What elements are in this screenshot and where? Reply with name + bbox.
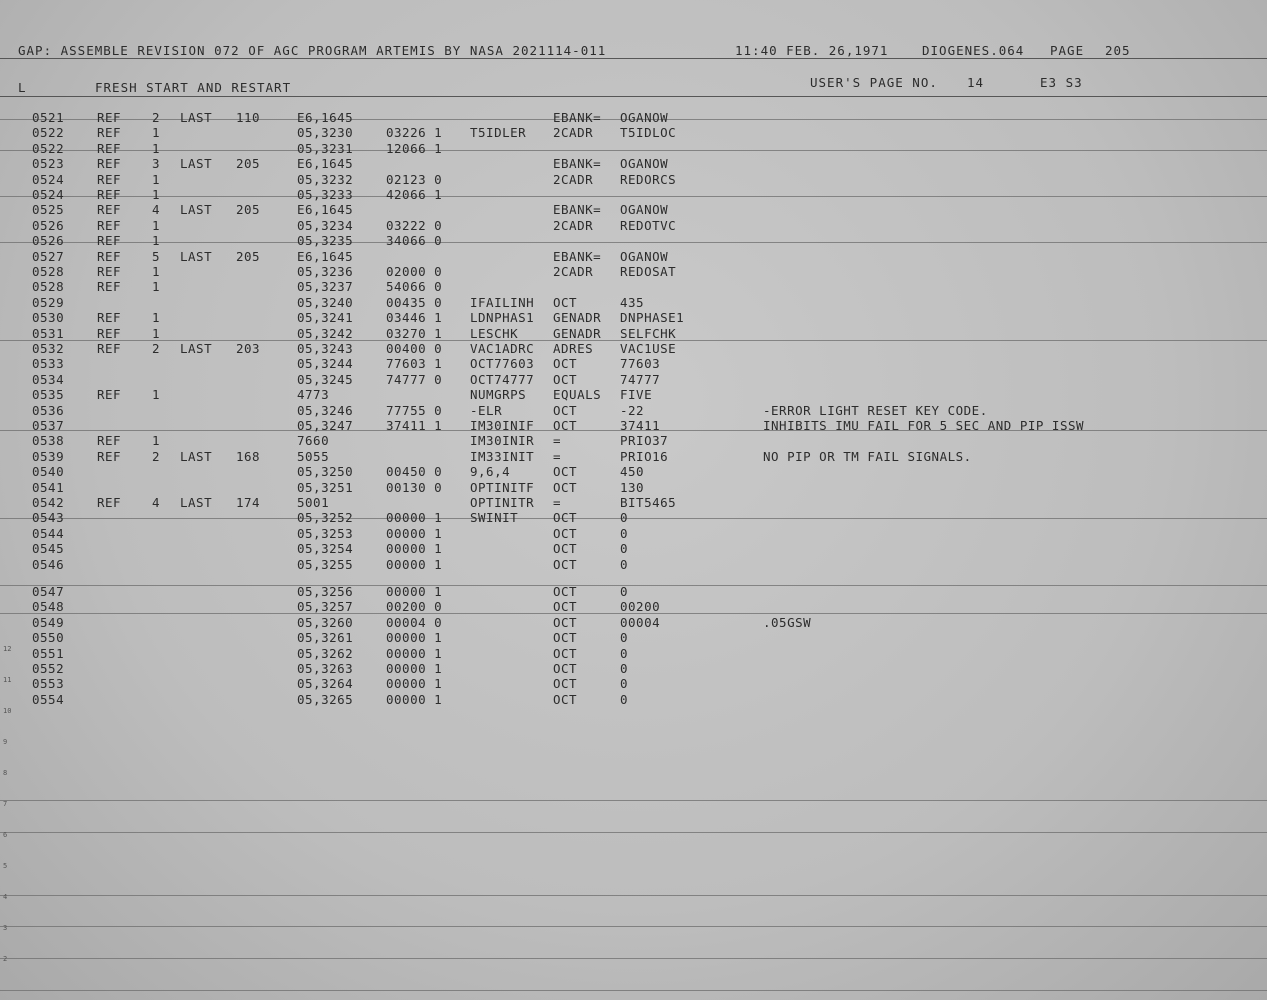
cell-addr: 05,3233	[297, 187, 354, 202]
cell-ln: 0553	[32, 676, 65, 692]
cell-arg: 00200	[620, 599, 661, 615]
cell-word: 00000 1	[386, 584, 443, 599]
cell-op: ADRES	[553, 341, 594, 356]
cell-word: 42066 1	[386, 187, 443, 202]
cell-ref: REF	[97, 495, 122, 510]
cell-addr: 05,3244	[297, 356, 354, 372]
cell-cmt: INHIBITS IMU FAIL FOR 5 SEC AND PIP ISSW	[763, 418, 1085, 433]
cell-op: 2CADR	[553, 125, 594, 141]
cell-word: 00435 0	[386, 294, 443, 310]
cell-addr: 05,3264	[297, 676, 354, 692]
cell-lbl: LDNPHAS1	[470, 310, 535, 326]
cell-addr: 5055	[297, 448, 330, 464]
cell-arg: 00004	[620, 614, 661, 630]
cell-arg: 0	[620, 556, 629, 572]
cell-last: LAST	[180, 202, 213, 218]
cell-ln: 0550	[32, 630, 65, 646]
cell-addr: 05,3265	[297, 691, 354, 707]
paper-rule	[0, 832, 1267, 833]
cell-arg: VAC1USE	[620, 341, 677, 356]
cell-addr: 05,3262	[297, 645, 354, 661]
cell-ln: 0554	[32, 691, 65, 707]
cell-last: LAST	[180, 341, 213, 356]
cell-arg: REDOTVC	[620, 217, 677, 233]
cell-addr: 05,3261	[297, 630, 354, 646]
cell-cnt: 1	[152, 310, 161, 326]
margin-number: 9	[3, 738, 8, 746]
cell-ref: REF	[97, 217, 122, 233]
cell-addr: 05,3245	[297, 371, 354, 387]
cell-word: 74777 0	[386, 371, 443, 387]
cell-addr: 05,3243	[297, 341, 354, 356]
cell-addr: E6,1645	[297, 248, 354, 264]
cell-op: OCT	[553, 356, 578, 372]
cell-op: =	[553, 495, 562, 510]
cell-op: =	[553, 448, 562, 464]
cell-op: OCT	[553, 464, 578, 480]
cell-last: LAST	[180, 156, 213, 172]
cell-ref: REF	[97, 279, 122, 295]
cell-word: 12066 1	[386, 140, 443, 156]
cell-ln: 0538	[32, 433, 65, 449]
cell-ref: REF	[97, 325, 122, 341]
cell-arg: 450	[620, 464, 645, 480]
cell-arg: 0	[620, 645, 629, 661]
cell-word: 37411 1	[386, 418, 443, 433]
cell-word: 00000 1	[386, 645, 443, 661]
cell-arg: 0	[620, 541, 629, 557]
cell-ln: 0532	[32, 341, 65, 356]
cell-arg: 0	[620, 525, 629, 541]
cell-lbl: OCT74777	[470, 371, 535, 387]
cell-last: LAST	[180, 448, 213, 464]
paper-rule	[0, 800, 1267, 801]
cell-addr: 05,3263	[297, 661, 354, 676]
cell-op: EBANK=	[553, 110, 602, 125]
bank-code: E3 S3	[1040, 75, 1083, 90]
cell-cmt: -ERROR LIGHT RESET KEY CODE.	[763, 402, 988, 418]
cell-cnt: 1	[152, 217, 161, 233]
cell-lbl: NUMGRPS	[470, 387, 527, 403]
paper-rule	[0, 242, 1267, 243]
cell-addr: 05,3237	[297, 279, 354, 295]
cell-cnt: 1	[152, 187, 161, 202]
cell-ln: 0528	[32, 279, 65, 295]
margin-number: 5	[3, 862, 8, 870]
listing-type: L	[18, 80, 27, 95]
cell-lbl: T5IDLER	[470, 125, 527, 141]
cell-cmt: NO PIP OR TM FAIL SIGNALS.	[763, 448, 972, 464]
cell-lnum: 168	[236, 448, 261, 464]
cell-op: EBANK=	[553, 248, 602, 264]
cell-ln: 0545	[32, 541, 65, 557]
cell-ln: 0528	[32, 264, 65, 279]
cell-op: OCT	[553, 418, 578, 433]
assembly-title: GAP: ASSEMBLE REVISION 072 OF AGC PROGRAM ARTEMIS BY NASA 2021114-011	[18, 43, 607, 58]
cell-arg: DNPHASE1	[620, 310, 685, 326]
cell-ln: 0530	[32, 310, 65, 326]
cell-ln: 0521	[32, 110, 65, 125]
cell-lnum: 205	[236, 156, 261, 172]
cell-ln: 0546	[32, 556, 65, 572]
cell-cnt: 4	[152, 495, 161, 510]
cell-arg: 77603	[620, 356, 661, 372]
cell-word: 03270 1	[386, 325, 443, 341]
cell-lbl: VAC1ADRC	[470, 341, 535, 356]
cell-op: OCT	[553, 691, 578, 707]
cell-word: 00000 1	[386, 541, 443, 557]
cell-ln: 0533	[32, 356, 65, 372]
cell-addr: 05,3246	[297, 402, 354, 418]
cell-lbl: 9,6,4	[470, 464, 511, 480]
cell-word: 00200 0	[386, 599, 443, 615]
paper-rule	[0, 196, 1267, 197]
cell-word: 00450 0	[386, 464, 443, 480]
cell-addr: 05,3231	[297, 140, 354, 156]
cell-op: EBANK=	[553, 202, 602, 218]
cell-cnt: 2	[152, 110, 161, 125]
cell-ln: 0541	[32, 479, 65, 495]
cell-arg: BIT5465	[620, 495, 677, 510]
cell-op: OCT	[553, 525, 578, 541]
cell-ref: REF	[97, 125, 122, 141]
cell-addr: 05,3260	[297, 614, 354, 630]
cell-arg: T5IDLOC	[620, 125, 677, 141]
paper-rule	[0, 926, 1267, 927]
cell-ref: REF	[97, 187, 122, 202]
cell-arg: OGANOW	[620, 248, 669, 264]
cell-cnt: 1	[152, 125, 161, 141]
cell-addr: 05,3242	[297, 325, 354, 341]
cell-ref: REF	[97, 433, 122, 449]
cell-arg: 37411	[620, 418, 661, 433]
cell-op: 2CADR	[553, 264, 594, 279]
cell-ln: 0536	[32, 402, 65, 418]
cell-op: OCT	[553, 479, 578, 495]
cell-word: 54066 0	[386, 279, 443, 295]
cell-ref: REF	[97, 448, 122, 464]
cell-addr: 05,3253	[297, 525, 354, 541]
paper-rule	[0, 990, 1267, 991]
paper-rule	[0, 518, 1267, 519]
cell-cnt: 4	[152, 202, 161, 218]
cell-lbl: -ELR	[470, 402, 503, 418]
cell-addr: E6,1645	[297, 202, 354, 218]
cell-ln: 0540	[32, 464, 65, 480]
paper-rule	[0, 96, 1267, 97]
cell-ln: 0534	[32, 371, 65, 387]
cell-arg: 0	[620, 661, 629, 676]
cell-lbl: IM30INIF	[470, 418, 535, 433]
cell-cnt: 1	[152, 433, 161, 449]
cell-ln: 0524	[32, 171, 65, 187]
cell-op: OCT	[553, 541, 578, 557]
cell-cnt: 1	[152, 279, 161, 295]
cell-arg: PRIO37	[620, 433, 669, 449]
cell-op: =	[553, 433, 562, 449]
cell-ref: REF	[97, 310, 122, 326]
cell-lnum: 174	[236, 495, 261, 510]
cell-op: GENADR	[553, 310, 602, 326]
cell-word: 00000 1	[386, 630, 443, 646]
cell-ln: 0523	[32, 156, 65, 172]
cell-ln: 0522	[32, 140, 65, 156]
paper-rule	[0, 895, 1267, 896]
cell-word: 00400 0	[386, 341, 443, 356]
cell-lbl: IM30INIR	[470, 433, 535, 449]
cell-arg: -22	[620, 402, 645, 418]
cell-op: OCT	[553, 294, 578, 310]
cell-ref: REF	[97, 202, 122, 218]
cell-ln: 0535	[32, 387, 65, 403]
cell-word: 34066 0	[386, 233, 443, 249]
margin-number: 12	[3, 645, 12, 653]
cell-arg: REDORCS	[620, 171, 677, 187]
cell-addr: 05,3251	[297, 479, 354, 495]
cell-addr: E6,1645	[297, 110, 354, 125]
cell-addr: 05,3234	[297, 217, 354, 233]
cell-addr: 05,3241	[297, 310, 354, 326]
cell-lnum: 205	[236, 248, 261, 264]
cell-last: LAST	[180, 110, 213, 125]
cell-ref: REF	[97, 156, 122, 172]
cell-addr: 05,3236	[297, 264, 354, 279]
cell-word: 00000 1	[386, 525, 443, 541]
cell-arg: REDOSAT	[620, 264, 677, 279]
cell-cnt: 2	[152, 448, 161, 464]
cell-arg: 0	[620, 630, 629, 646]
cell-ln: 0526	[32, 217, 65, 233]
cell-ln: 0526	[32, 233, 65, 249]
cell-arg: 130	[620, 479, 645, 495]
paper-rule	[0, 58, 1267, 59]
cell-cmt: .05GSW	[763, 614, 812, 630]
cell-arg: FIVE	[620, 387, 653, 403]
cell-op: 2CADR	[553, 217, 594, 233]
cell-word: 03226 1	[386, 125, 443, 141]
cell-arg: 0	[620, 510, 629, 526]
cell-last: LAST	[180, 495, 213, 510]
cell-addr: 05,3230	[297, 125, 354, 141]
cell-op: 2CADR	[553, 171, 594, 187]
cell-op: OCT	[553, 556, 578, 572]
cell-ref: REF	[97, 264, 122, 279]
cell-lbl: IM33INIT	[470, 448, 535, 464]
cell-ln: 0544	[32, 525, 65, 541]
cell-word: 00000 1	[386, 676, 443, 692]
cell-op: OCT	[553, 371, 578, 387]
cell-op: OCT	[553, 599, 578, 615]
cell-ln: 0529	[32, 294, 65, 310]
cell-ln: 0522	[32, 125, 65, 141]
cell-ln: 0542	[32, 495, 65, 510]
cell-ref: REF	[97, 171, 122, 187]
cell-op: OCT	[553, 402, 578, 418]
cell-word: 00000 1	[386, 691, 443, 707]
cell-addr: 05,3247	[297, 418, 354, 433]
cell-ln: 0547	[32, 584, 65, 599]
cell-word: 77603 1	[386, 356, 443, 372]
paper-rule	[0, 150, 1267, 151]
cell-arg: 0	[620, 676, 629, 692]
cell-addr: 7660	[297, 433, 330, 449]
cell-arg: 0	[620, 691, 629, 707]
margin-number: 8	[3, 769, 8, 777]
cell-cnt: 1	[152, 264, 161, 279]
cell-ln: 0548	[32, 599, 65, 615]
margin-number: 11	[3, 676, 12, 684]
cell-word: 00000 1	[386, 556, 443, 572]
margin-number: 3	[3, 924, 8, 932]
cell-cnt: 1	[152, 325, 161, 341]
cell-addr: 05,3240	[297, 294, 354, 310]
page-label: PAGE	[1050, 43, 1085, 58]
timestamp: 11:40 FEB. 26,1971	[735, 43, 889, 58]
cell-ln: 0524	[32, 187, 65, 202]
margin-number: 4	[3, 893, 8, 901]
cell-word: 77755 0	[386, 402, 443, 418]
cell-word: 00000 1	[386, 661, 443, 676]
cell-op: OCT	[553, 614, 578, 630]
cell-last: LAST	[180, 248, 213, 264]
cell-addr: 05,3257	[297, 599, 354, 615]
cell-addr: 05,3254	[297, 541, 354, 557]
cell-ref: REF	[97, 140, 122, 156]
cell-ln: 0539	[32, 448, 65, 464]
cell-arg: 74777	[620, 371, 661, 387]
cell-lbl: OPTINITF	[470, 479, 535, 495]
cell-cnt: 1	[152, 387, 161, 403]
cell-ln: 0549	[32, 614, 65, 630]
cell-op: OCT	[553, 676, 578, 692]
cell-word: 02000 0	[386, 264, 443, 279]
cell-arg: 435	[620, 294, 645, 310]
users-page-number: 14	[967, 75, 985, 90]
page-number: 205	[1105, 43, 1131, 58]
cell-ref: REF	[97, 233, 122, 249]
cell-op: OCT	[553, 630, 578, 646]
cell-ln: 0551	[32, 645, 65, 661]
cell-ln: 0527	[32, 248, 65, 264]
margin-number: 10	[3, 707, 12, 715]
cell-cnt: 5	[152, 248, 161, 264]
cell-lbl: OPTINITR	[470, 495, 535, 510]
margin-number: 6	[3, 831, 8, 839]
cell-word: 02123 0	[386, 171, 443, 187]
cell-cnt: 1	[152, 140, 161, 156]
cell-op: OCT	[553, 645, 578, 661]
cell-lnum: 203	[236, 341, 261, 356]
cell-ln: 0552	[32, 661, 65, 676]
cell-addr: 5001	[297, 495, 330, 510]
cell-op: OCT	[553, 584, 578, 599]
cell-op: GENADR	[553, 325, 602, 341]
cell-addr: 05,3252	[297, 510, 354, 526]
cell-ref: REF	[97, 387, 122, 403]
job-name: DIOGENES.064	[922, 43, 1025, 58]
cell-lbl: IFAILINH	[470, 294, 535, 310]
cell-lbl: SWINIT	[470, 510, 519, 526]
cell-word: 03222 0	[386, 217, 443, 233]
cell-addr: 05,3256	[297, 584, 354, 599]
paper-rule	[0, 958, 1267, 959]
cell-ref: REF	[97, 110, 122, 125]
cell-arg: 0	[620, 584, 629, 599]
cell-op: EBANK=	[553, 156, 602, 172]
cell-ln: 0543	[32, 510, 65, 526]
cell-cnt: 2	[152, 341, 161, 356]
cell-ref: REF	[97, 248, 122, 264]
section-title: FRESH START AND RESTART	[95, 80, 292, 95]
cell-lbl: LESCHK	[470, 325, 519, 341]
margin-number: 2	[3, 955, 8, 963]
cell-lbl: OCT77603	[470, 356, 535, 372]
cell-cnt: 1	[152, 171, 161, 187]
cell-arg: SELFCHK	[620, 325, 677, 341]
paper-rule	[0, 585, 1267, 586]
cell-op: EQUALS	[553, 387, 602, 403]
cell-lnum: 110	[236, 110, 261, 125]
cell-word: 00130 0	[386, 479, 443, 495]
cell-arg: PRIO16	[620, 448, 669, 464]
cell-ln: 0531	[32, 325, 65, 341]
cell-arg: OGANOW	[620, 110, 669, 125]
cell-arg: OGANOW	[620, 202, 669, 218]
cell-cnt: 3	[152, 156, 161, 172]
cell-ln: 0537	[32, 418, 65, 433]
cell-addr: 05,3255	[297, 556, 354, 572]
cell-addr: 05,3232	[297, 171, 354, 187]
cell-addr: 05,3235	[297, 233, 354, 249]
cell-op: OCT	[553, 510, 578, 526]
users-page-label: USER'S PAGE NO.	[810, 75, 938, 90]
cell-addr: 05,3250	[297, 464, 354, 480]
cell-word: 03446 1	[386, 310, 443, 326]
cell-cnt: 1	[152, 233, 161, 249]
cell-arg: OGANOW	[620, 156, 669, 172]
cell-op: OCT	[553, 661, 578, 676]
margin-number: 7	[3, 800, 8, 808]
cell-addr: E6,1645	[297, 156, 354, 172]
cell-word: 00004 0	[386, 614, 443, 630]
cell-lnum: 205	[236, 202, 261, 218]
cell-ln: 0525	[32, 202, 65, 218]
cell-word: 00000 1	[386, 510, 443, 526]
cell-ref: REF	[97, 341, 122, 356]
cell-addr: 4773	[297, 387, 330, 403]
